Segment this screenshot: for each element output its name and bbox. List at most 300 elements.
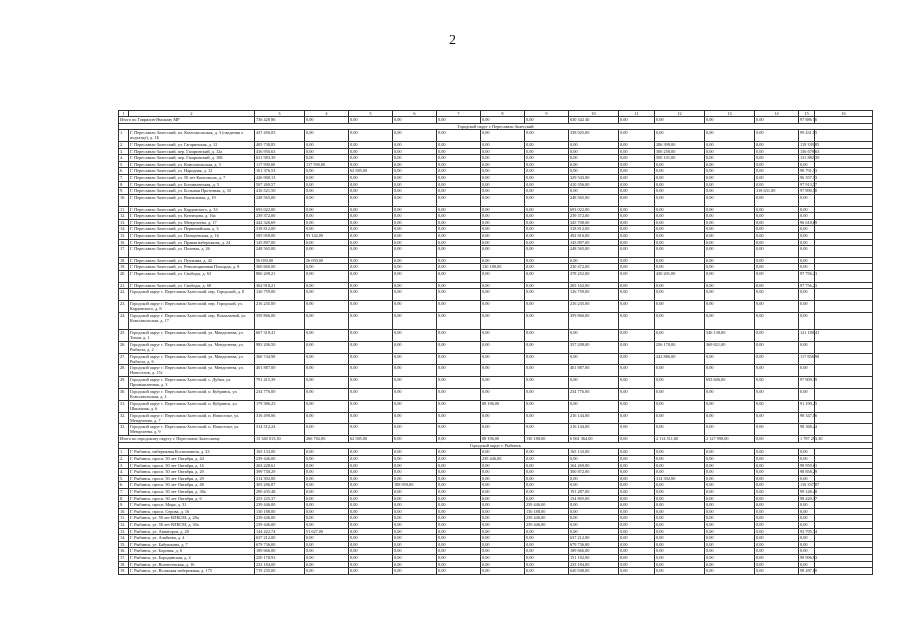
row-number: 25. bbox=[119, 330, 129, 342]
table-body bbox=[119, 111, 873, 575]
value-cell: 0,00 bbox=[655, 502, 705, 509]
row-number: 13. bbox=[119, 219, 129, 226]
address-cell: Г. Переславль-Залесский, ул. Плещеевская, д. 16 bbox=[129, 232, 255, 239]
empty-cell bbox=[815, 400, 873, 412]
empty-cell bbox=[815, 271, 873, 283]
row-number: 21. bbox=[119, 282, 129, 289]
value-cell: 0,00 bbox=[437, 282, 481, 289]
value-cell: 0,00 bbox=[437, 482, 481, 489]
address-cell: Г. Переславль-Залесский, ул. Свободы, д. 63 bbox=[129, 271, 255, 283]
empty-cell bbox=[815, 535, 873, 542]
value-cell: 0,00 bbox=[349, 130, 393, 142]
value-cell: 0,00 bbox=[705, 365, 755, 377]
value-cell: 248 565,00 bbox=[569, 194, 619, 206]
value-cell: 0,00 bbox=[481, 495, 525, 502]
value-cell: 0,00 bbox=[393, 213, 437, 220]
value-cell: 0,00 bbox=[525, 488, 569, 495]
value-cell: 0,00 bbox=[305, 424, 349, 436]
value-cell: 338 025,00 bbox=[569, 130, 619, 142]
value-cell: 88 196,00 bbox=[481, 400, 525, 412]
value-cell: 0,00 bbox=[655, 282, 705, 289]
value-cell: 0,00 bbox=[619, 554, 655, 561]
value-cell: 0,00 bbox=[305, 488, 349, 495]
value-cell: 0,00 bbox=[619, 282, 655, 289]
value-cell: 500 101,00 bbox=[655, 155, 705, 162]
value-cell: 0,00 bbox=[799, 561, 815, 568]
table-row bbox=[119, 548, 873, 555]
value-cell: 97 890,50 bbox=[800, 188, 818, 194]
value-cell: 0,00 bbox=[393, 424, 437, 436]
value-cell: 693 606,00 bbox=[705, 377, 755, 389]
empty-cell bbox=[815, 161, 873, 168]
value-cell: 0,00 bbox=[393, 495, 437, 502]
empty-cell bbox=[815, 257, 873, 264]
subtotal-value: 6 061 364,00 bbox=[569, 436, 619, 443]
table-row bbox=[119, 181, 873, 188]
value-cell: 0,00 bbox=[525, 341, 569, 353]
empty-cell bbox=[815, 353, 873, 365]
value-cell: 0,00 bbox=[393, 271, 437, 283]
value-cell: 0,00 bbox=[305, 168, 349, 175]
value-cell: 98 420,37 bbox=[800, 495, 818, 501]
table-row bbox=[119, 561, 873, 568]
value-cell: 0,00 bbox=[799, 239, 815, 246]
empty-cell bbox=[815, 246, 873, 258]
value-cell: 0,00 bbox=[437, 330, 481, 342]
subtotal-value: 0,00 bbox=[619, 436, 655, 443]
value-cell: 164 269,00 bbox=[569, 462, 619, 469]
value-cell: 0,00 bbox=[755, 246, 799, 258]
value-cell: 0,00 bbox=[349, 554, 393, 561]
value-cell: 0,00 bbox=[525, 462, 569, 469]
value-cell: 233 184,00 bbox=[255, 561, 305, 568]
value-cell: 0,00 bbox=[481, 301, 525, 313]
column-number: 13 bbox=[705, 111, 755, 117]
value-cell: 131 882,39 bbox=[800, 155, 820, 161]
value-cell: 0,00 bbox=[619, 239, 655, 246]
value-cell: 248 565,00 bbox=[255, 246, 305, 258]
subtotal-value: 2 114 511,00 bbox=[655, 436, 705, 443]
page-number: 2 bbox=[449, 33, 456, 48]
value-cell: 0,00 bbox=[619, 174, 655, 181]
address-cell: Г. Переславль-Залесский, ул. Свободы, д. 68 bbox=[129, 282, 255, 289]
value-cell: 0,00 bbox=[525, 412, 569, 424]
value-cell: 0,00 bbox=[619, 130, 655, 142]
value-cell: 0,00 bbox=[305, 475, 349, 482]
value-cell: 0,00 bbox=[619, 301, 655, 313]
value-cell: 0,00 bbox=[393, 377, 437, 389]
value-cell: 378 252,00 bbox=[569, 271, 619, 283]
value-cell: 0,00 bbox=[393, 161, 437, 168]
value-cell: 0,00 bbox=[437, 148, 481, 155]
value-cell: 165 133,00 bbox=[255, 449, 305, 456]
value-cell: 0,00 bbox=[481, 521, 525, 528]
value-cell: 0,00 bbox=[655, 194, 705, 206]
value-cell: 0,00 bbox=[755, 424, 799, 436]
value-cell: 637 212,00 bbox=[255, 535, 305, 542]
value-cell: 416 521,50 bbox=[255, 188, 305, 195]
column-number: 8 bbox=[481, 111, 525, 117]
value-cell: 0,00 bbox=[799, 449, 815, 456]
total-value: 0,00 bbox=[393, 117, 437, 124]
value-cell: 0,00 bbox=[393, 257, 437, 264]
value-cell: 216 144,00 bbox=[569, 412, 619, 424]
value-cell: 165 133,00 bbox=[569, 449, 619, 456]
value-cell: 0,00 bbox=[619, 548, 655, 555]
row-number: 10. bbox=[119, 508, 129, 515]
value-cell: 0,00 bbox=[393, 194, 437, 206]
value-cell: 0,00 bbox=[393, 502, 437, 509]
value-cell: 0,00 bbox=[569, 528, 619, 535]
value-cell: 0,00 bbox=[349, 508, 393, 515]
value-cell: 0,00 bbox=[437, 568, 481, 575]
value-cell: 98 996,93 bbox=[800, 554, 818, 560]
value-cell: 0,00 bbox=[393, 412, 437, 424]
value-cell: 0,00 bbox=[755, 456, 799, 463]
column-number: 5 bbox=[349, 111, 393, 117]
value-cell: 62 585,00 bbox=[349, 168, 393, 175]
address-cell: Г. Рыбинск, просп. 50 лет Октября, д. 44 bbox=[129, 456, 255, 463]
value-cell: 0,00 bbox=[569, 475, 619, 482]
subtotal-value: 88 196,00 bbox=[481, 436, 525, 443]
value-cell: 0,00 bbox=[619, 462, 655, 469]
value-cell: 0,00 bbox=[305, 469, 349, 476]
value-cell: 0,00 bbox=[437, 168, 481, 175]
value-cell: 0,00 bbox=[655, 488, 705, 495]
value-cell: 188 959,00 bbox=[393, 482, 437, 489]
value-cell: 0,00 bbox=[525, 239, 569, 246]
address-cell: Г. Рыбинск, ул. Вознесенская, д. 16 bbox=[129, 561, 255, 568]
value-cell: 0,00 bbox=[655, 181, 705, 188]
value-cell: 0,00 bbox=[619, 469, 655, 476]
address-cell: Г. Рыбинск, просп. 50 лет Октября, д. 38а bbox=[129, 488, 255, 495]
address-cell: Г. Рыбинск, просп. 50 лет Октября, д. 20 bbox=[129, 469, 255, 476]
value-cell: 0,00 bbox=[705, 174, 755, 181]
table-row bbox=[119, 462, 873, 469]
value-cell: 234 776,00 bbox=[569, 389, 619, 401]
value-cell: 0,00 bbox=[525, 456, 569, 463]
value-cell: 0,00 bbox=[619, 521, 655, 528]
value-cell: 151 182,00 bbox=[569, 554, 619, 561]
value-cell: 0,00 bbox=[393, 462, 437, 469]
row-number: 7. bbox=[119, 488, 129, 495]
total-value: 0,00 bbox=[705, 117, 755, 124]
value-cell: 0,00 bbox=[619, 188, 655, 195]
value-cell: 96 357,13 bbox=[800, 174, 818, 180]
value-cell: 0,00 bbox=[393, 353, 437, 365]
value-cell: 0,00 bbox=[481, 554, 525, 561]
value-cell: 0,00 bbox=[305, 181, 349, 188]
value-cell: 0,00 bbox=[437, 257, 481, 264]
value-cell: 130 188,00 bbox=[255, 508, 305, 515]
value-cell: 0,00 bbox=[393, 264, 437, 271]
value-cell: 0,00 bbox=[705, 213, 755, 220]
value-cell: 0,00 bbox=[437, 194, 481, 206]
value-cell: 0,00 bbox=[481, 206, 525, 213]
value-cell: 0,00 bbox=[305, 130, 349, 142]
value-cell: 0,00 bbox=[349, 155, 393, 162]
value-cell: 0,00 bbox=[799, 257, 815, 264]
column-number: 4 bbox=[305, 111, 349, 117]
empty-cell bbox=[815, 488, 873, 495]
value-cell: 0,00 bbox=[655, 188, 705, 195]
address-cell: Г. Переславль-Залесский, ул. Кардовского, д. 33 bbox=[129, 206, 255, 213]
column-number: 10 bbox=[569, 111, 619, 117]
subtotal-row bbox=[119, 436, 873, 443]
value-cell: 369 821,00 bbox=[705, 341, 755, 353]
value-cell: 0,00 bbox=[393, 226, 437, 233]
value-cell: 0,00 bbox=[525, 469, 569, 476]
value-cell: 0,00 bbox=[349, 188, 393, 195]
value-cell: 0,00 bbox=[393, 469, 437, 476]
table-row bbox=[119, 353, 873, 365]
value-cell: 0,00 bbox=[481, 482, 525, 489]
value-cell: 250 178,93 bbox=[255, 554, 305, 561]
value-cell: 0,00 bbox=[349, 301, 393, 313]
table-row bbox=[119, 282, 873, 289]
value-cell: 0,00 bbox=[799, 246, 815, 258]
value-cell: 0,00 bbox=[755, 469, 799, 476]
value-cell: 0,00 bbox=[393, 130, 437, 142]
value-cell: 0,00 bbox=[525, 188, 569, 195]
row-number: 27. bbox=[119, 353, 129, 365]
table-row bbox=[119, 535, 873, 542]
value-cell: 0,00 bbox=[349, 141, 393, 148]
value-cell: 0,00 bbox=[655, 521, 705, 528]
row-number: 11. bbox=[119, 206, 129, 213]
row-number: 4. bbox=[119, 155, 129, 162]
address-cell: Городской округ г. Переславль-Залесский, ул. Менделеева, ул. Новоселов, д. 17а bbox=[129, 365, 255, 377]
table-row bbox=[119, 155, 873, 162]
value-cell: 0,00 bbox=[755, 412, 799, 424]
row-number: 10. bbox=[119, 194, 129, 206]
table-row bbox=[119, 206, 873, 213]
value-cell: 0,00 bbox=[655, 548, 705, 555]
value-cell: 0,00 bbox=[525, 535, 569, 542]
row-number: 26. bbox=[119, 341, 129, 353]
value-cell: 0,00 bbox=[619, 226, 655, 233]
row-number: 4. bbox=[119, 469, 129, 476]
value-cell: 0,00 bbox=[349, 541, 393, 548]
value-cell: 0,00 bbox=[481, 330, 525, 342]
value-cell: 546 138,00 bbox=[705, 330, 755, 342]
value-cell: 0,00 bbox=[437, 188, 481, 195]
row-number: 8. bbox=[119, 495, 129, 502]
value-cell: 0,00 bbox=[655, 161, 705, 168]
value-cell: 0,00 bbox=[799, 289, 815, 301]
value-cell: 0,00 bbox=[393, 330, 437, 342]
column-number: 16 bbox=[815, 111, 873, 117]
value-cell: 98 368,24 bbox=[799, 424, 815, 436]
value-cell: 0,00 bbox=[437, 475, 481, 482]
value-cell: 0,00 bbox=[349, 561, 393, 568]
value-cell: 0,00 bbox=[525, 495, 569, 502]
address-cell: Г. Переславль-Залесский, ул. 50 лет Комсомола, д. 7 bbox=[129, 174, 255, 181]
subtotal-label: Итого по городскому округу г. Переславль-Залесскому bbox=[119, 436, 255, 443]
value-cell: 0,00 bbox=[569, 502, 619, 509]
value-cell: 0,00 bbox=[569, 155, 619, 162]
value-cell: 0,00 bbox=[705, 488, 755, 495]
empty-cell bbox=[815, 508, 873, 515]
value-cell: 0,00 bbox=[437, 561, 481, 568]
value-cell: 0,00 bbox=[437, 341, 481, 353]
value-cell: 0,00 bbox=[619, 148, 655, 155]
value-cell: 0,00 bbox=[705, 502, 755, 509]
value-cell: 0,00 bbox=[799, 341, 815, 353]
value-cell: 0,00 bbox=[481, 188, 525, 195]
value-cell: 442 326,69 bbox=[255, 219, 305, 226]
value-cell: 0,00 bbox=[305, 194, 349, 206]
value-cell: 98 287,00 bbox=[800, 568, 818, 574]
value-cell: 0,00 bbox=[755, 462, 799, 469]
value-cell: 154 805,00 bbox=[569, 495, 619, 502]
value-cell: 0,00 bbox=[437, 301, 481, 313]
value-cell: 0,00 bbox=[481, 365, 525, 377]
value-cell: 0,00 bbox=[755, 168, 799, 175]
value-cell: 0,00 bbox=[619, 194, 655, 206]
table-row bbox=[119, 365, 873, 377]
value-cell: 0,00 bbox=[393, 289, 437, 301]
value-cell: 0,00 bbox=[437, 155, 481, 162]
empty-cell bbox=[815, 239, 873, 246]
table-row bbox=[119, 482, 873, 489]
value-cell: 0,00 bbox=[393, 541, 437, 548]
table-row bbox=[119, 130, 873, 142]
value-cell: 0,00 bbox=[349, 377, 393, 389]
value-cell: 0,00 bbox=[305, 561, 349, 568]
address-cell: Г. Переславль-Залесский, ул. Большая Протечная, д. 35 bbox=[129, 188, 255, 195]
value-cell: 0,00 bbox=[655, 528, 705, 535]
row-number: 2. bbox=[119, 141, 129, 148]
table-row bbox=[119, 469, 873, 476]
value-cell: 0,00 bbox=[705, 239, 755, 246]
value-cell: 0,00 bbox=[481, 226, 525, 233]
value-cell: 0,00 bbox=[305, 206, 349, 213]
value-cell: 0,00 bbox=[481, 257, 525, 264]
value-cell: 126 759,00 bbox=[569, 289, 619, 301]
table-row bbox=[119, 246, 873, 258]
value-cell: 99 431,05 bbox=[799, 130, 815, 142]
value-cell: 405 738,85 bbox=[255, 141, 305, 148]
value-cell: 0,00 bbox=[437, 389, 481, 401]
value-cell: 0,00 bbox=[619, 482, 655, 489]
table-row bbox=[119, 475, 873, 482]
value-cell: 0,00 bbox=[525, 213, 569, 220]
value-cell: 0,00 bbox=[525, 568, 569, 575]
row-number: 7. bbox=[119, 174, 129, 181]
value-cell: 216 235,00 bbox=[569, 301, 619, 313]
table-row bbox=[119, 219, 873, 226]
value-cell: 0,00 bbox=[799, 548, 815, 555]
value-cell: 0,00 bbox=[349, 535, 393, 542]
address-cell: Г. Рыбинск, набережная Космонавтов, д. 33 bbox=[129, 449, 255, 456]
value-cell: 0,00 bbox=[569, 377, 619, 389]
value-cell: 637 212,00 bbox=[569, 535, 619, 542]
value-cell: 242 886,00 bbox=[655, 353, 705, 365]
value-cell: 0,00 bbox=[569, 257, 619, 264]
value-cell: 0,00 bbox=[525, 282, 569, 289]
value-cell: 0,00 bbox=[755, 568, 799, 575]
value-cell: 0,00 bbox=[755, 181, 799, 188]
value-cell: 0,00 bbox=[437, 469, 481, 476]
value-cell: 0,00 bbox=[349, 462, 393, 469]
value-cell: 191 287,00 bbox=[569, 488, 619, 495]
value-cell: 0,00 bbox=[393, 181, 437, 188]
value-cell: 0,00 bbox=[705, 155, 755, 162]
address-cell: Г. Переславль-Залесский, ул. Правая набережная, д. 24 bbox=[129, 239, 255, 246]
value-cell: 0,00 bbox=[305, 456, 349, 463]
value-cell: 693 022,00 bbox=[569, 206, 619, 213]
subtotal-value: 15 340 015,30 bbox=[255, 436, 305, 443]
value-cell: 0,00 bbox=[655, 219, 705, 226]
subtotal-value: 130 188,00 bbox=[525, 436, 569, 443]
value-cell: 0,00 bbox=[481, 449, 525, 456]
value-cell: 0,00 bbox=[393, 313, 437, 330]
empty-cell bbox=[815, 389, 873, 401]
value-cell: 0,00 bbox=[305, 568, 349, 575]
row-number: 31. bbox=[119, 400, 129, 412]
address-cell: Г. Переславль-Залесский, ул. Богоявленская, д. 5 bbox=[129, 181, 255, 188]
empty-cell bbox=[815, 313, 873, 330]
table-row bbox=[119, 239, 873, 246]
address-cell: Г. Переславль-Залесский, пер. Гагаринский, д. 12а bbox=[129, 148, 255, 155]
row-number: 18. bbox=[119, 257, 129, 264]
value-cell: 0,00 bbox=[755, 548, 799, 555]
value-cell: 0,00 bbox=[755, 282, 799, 289]
value-cell: 360 744,98 bbox=[255, 353, 305, 365]
value-cell: 0,00 bbox=[619, 412, 655, 424]
value-cell: 0,00 bbox=[799, 515, 815, 522]
value-cell: 0,00 bbox=[525, 181, 569, 188]
table-row bbox=[119, 508, 873, 515]
value-cell: 56 050,00 bbox=[255, 257, 305, 264]
value-cell: 0,00 bbox=[349, 495, 393, 502]
value-cell: 0,00 bbox=[705, 282, 755, 289]
value-cell: 0,00 bbox=[393, 219, 437, 226]
subtotal-value: 0,00 bbox=[755, 436, 799, 443]
value-cell: 0,00 bbox=[655, 330, 705, 342]
value-cell: 0,00 bbox=[481, 239, 525, 246]
value-cell: 0,00 bbox=[799, 264, 815, 271]
value-cell: 0,00 bbox=[305, 289, 349, 301]
address-cell: Г. Рыбинск, просп. 50 лет Октября, д. 29 bbox=[129, 475, 255, 482]
value-cell: 0,00 bbox=[481, 462, 525, 469]
value-cell: 0,00 bbox=[705, 554, 755, 561]
value-cell: 0,00 bbox=[349, 264, 393, 271]
value-cell: 136 679,63 bbox=[800, 148, 820, 154]
column-number: 1 bbox=[119, 111, 129, 117]
value-cell: 239 446,00 bbox=[255, 515, 305, 522]
value-cell: 130 188,00 bbox=[525, 508, 569, 515]
value-cell: 0,00 bbox=[393, 554, 437, 561]
value-cell: 0,00 bbox=[349, 475, 393, 482]
empty-cell bbox=[815, 469, 873, 476]
value-cell: 0,00 bbox=[481, 161, 525, 168]
value-cell: 0,00 bbox=[393, 174, 437, 181]
value-cell: 145 897,00 bbox=[569, 239, 619, 246]
value-cell: 0,00 bbox=[349, 271, 393, 283]
value-cell: 0,00 bbox=[755, 449, 799, 456]
value-cell: 0,00 bbox=[569, 456, 619, 463]
value-cell: 318 631,00 bbox=[755, 188, 799, 195]
total-value: 736 428 86 bbox=[255, 117, 305, 124]
value-cell: 0,00 bbox=[755, 239, 799, 246]
value-cell: 0,00 bbox=[619, 246, 655, 258]
empty-cell bbox=[815, 289, 873, 301]
row-number: 23. bbox=[119, 301, 129, 313]
value-cell: 0,00 bbox=[655, 365, 705, 377]
value-cell: 806 209,21 bbox=[255, 271, 305, 283]
